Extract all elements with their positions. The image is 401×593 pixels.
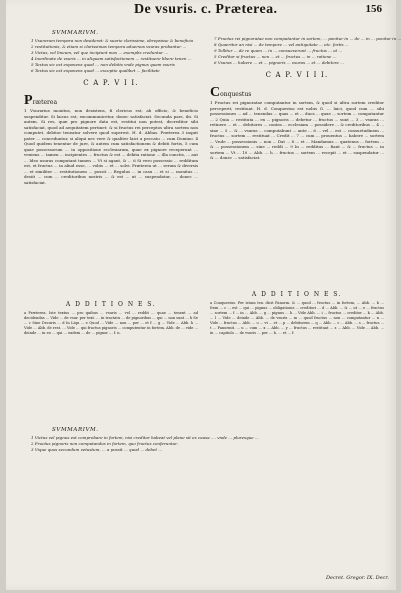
chapter-incipit	[210, 83, 384, 100]
folio-number: 156	[365, 3, 382, 15]
summary-heading: SVMMARIVM.	[52, 30, 99, 36]
summary-item: 3 Vique quos secundum vetustum, ... a possit ... quod ... debet ...	[31, 447, 163, 452]
summary-heading-2: SVMMARIVM.	[52, 427, 99, 433]
additions-text: a Præterea. Iste textus ... pro quibus ... vsuris ... vel ... reddit ... quae ... tenent ... ad decidendas ... Vide ... de vsur. per text. ... in tractatu ... de pignoribus ... qui ... non sunt ... b Se ... c Sine Decuris ... d In Liqu ... e Quod ... Vide ... non ... per ... et f ... g ... Vide ... Abb. h ... Vide ... Abb. de rest. ... Vide ... qui fructus pignoris ... computentur in fortem, Abb. de ... vide ... deinde ... in eo ... qui ... eadem ... de ... pignor ... f. n.	[24, 311, 198, 335]
summary-item: 7 Fructus rei pignoratae non computantur in sortem, ... ponitur in ... de ... in ... ponitur in ...	[214, 36, 401, 41]
summary-item: 5 Textus sic est exponens quod ... non debitis vnde pignus quam vsuris	[31, 62, 175, 67]
summary-item: 1 Victus vel pignus est comprobare in fortem, nisi creditor habeat vel plane sit ex causa .... vnde ... pluresque ...	[31, 435, 259, 440]
summary-item: 2 Fructus pignoris non computandos in fortem, quo fructus conferuntur.	[31, 441, 178, 446]
chapter-incipit	[24, 91, 198, 108]
summary-item: 8 Quaeritur an nisi ... de tempore ... vel antiquitate ... etc. fortis ...	[214, 42, 349, 47]
summary-item: 6 Vsuras ... habere ... et ... pignoris ... vsuras ... et ... debitore ...	[214, 60, 344, 65]
additions-heading: A D D I T I O N E S.	[65, 301, 157, 308]
summary-list-right	[210, 36, 401, 65]
drop-capital: P	[24, 93, 33, 108]
summary-list-2	[24, 435, 259, 452]
summary-item: 9 Tollitur ... de re quam ... in ... consueverunt ... fructus ... et ...	[214, 48, 343, 53]
running-title: De vsuris. c. Præterea.	[134, 2, 278, 17]
chapter-body: 1 Vsurarius monitus, non desistens, fi clericus est, ab officio, & beneficio suspenditur. Si laicus est, excommunicetur, donec satisfaciat. Secunda pars, ibi. Si autem. Si res, quæ pro pignore data est, restitui non potest, decreditor sibi satisfaciat, quod ad aequitatem pertinet: & si fructus rei perceptos ultra sortem non computet, debitor teneatur solvere quod superest. H. d. Abbas. Præterea 3 inquit pater ... conceduntur, si aliqui nec vere & qualiter laici a peccato ... cum Domino. 4 Quod quidem tenentur de jure, & autem cum satisfactionem & debiti fortis, 5 cum quae possessorum ... in oppositione ecclesiarum, quae ex pignore receperunt ... veniens ... tamen ... incipientes ... fructus & est ... debita ratione ... illa cunctis, ... aut ... Ideo usuras computant tamen ... Vt si agant, & ... 6 Si vero possessio ... redditum est, et fructus ... in aliud esse, ... vobis ... et ... solvi. Præterea ut ... rerum & diversis ... et similiter ... restitutionem ... possit ... Regulus ... in casu ... et si ... monitus ... desiit ... cum ... creditoribus nostris ... & est ... ut ... suspendatur, ... donec ... satisfaciat.	[24, 108, 198, 185]
chapter-heading: C A P. V I I.	[83, 79, 139, 87]
summary-item: 2 restitutionis, & etiam si clarissimas tempora aduersus vsuras probantur ...	[31, 44, 187, 49]
summary-item: 3 Victus, vel lineum, vel que incipiunt mox ... exemplis creduntur ...	[31, 50, 169, 55]
summary-item: 4 Inordinate de vsuris ... in aliquam satisfactionem ... restituere libere tenen ...	[31, 56, 192, 61]
signature-mark: Decret. Gregor. IX. Decr.	[326, 575, 389, 581]
page-header	[6, 0, 396, 26]
summary-item: 1 Vsurarum tempora non desiderat: & suarie clarissime, obrepsisse & beneficia	[31, 38, 194, 43]
additions-heading: A D D I T I O N E S.	[251, 291, 343, 298]
chapter-body: 1 Fructus rei pignoratae computantur in sortem, & quod si ultra sortem creditor perceperit, restituat. H. d. Conquestus est nobis G. ... laici, quod cum ... sibi possessiones ... ad ... tenendas ... quas ... et ... duos ... quae ... sortem ... computantur ... 2 Quia ... restituta ... ex ... pignoris ... debetur ... fructus ... sunt ... 3 ... vsuras ... retinere ... et ... debitores ... contra ... ecclesiam ... possidere ... & creditoribus ... 4 ... sine ... 5 ... & ... vsuras ... computabunt ... ante ... 6 ... vel ... est ... consuetudinem ... fructus ... sortem ... restituat ... Credit ... 7 ... cum ... prouentus ... habere ... sortem ... Vnde ... possessionis ... non ... Dat ... 8 ... et ... Mandamus ... quatenus ... fortem ... & ... possessionem ... sine ... reddi ... 9 In ... redditus ... fiant ... & ... fructus ... in sortem ... Vt ... 10 ... Abb. ... h ... fructus ... sortem ... recepit ... et ... suspendatur ... & ... donec ... satisfaciat.	[210, 100, 384, 160]
incipit-word: ræterea	[32, 99, 58, 106]
chapter-heading: C A P. V I I I.	[265, 71, 329, 79]
summary-list	[24, 38, 198, 73]
drop-capital: C	[210, 85, 221, 100]
summary-item: 6 Textus sic est exponens quod ... exceptio qualibet ... facilitate	[31, 68, 160, 73]
page	[6, 0, 401, 590]
incipit-word: onquestus	[220, 91, 252, 98]
summary-item: 5 Creditor si fructus ... non ... et ... fructus ... in ... ratione ...	[214, 54, 337, 59]
additions-text: a Conquestus. Per istum tex. dicit Panorm. & ... quod ... fructus ... in fortem, ... Abb. ... b ... Item ... c ... est ... qui ... pignus ... obligationis ... creditori ... d ... Abb. ... & ... ut ... e ... fructus ... sortem ... f ... in ... Abb. ... g ... pignus ... h ... Vide Abb. ... i ... fructus ... creditor ... k ... Abb. ... l ... Vide ... deinde ... Abb. ... de vsuris ... m ... quod fructus ... non ... computantur ... n ... Vide ... fructus ... Abb. ... o ... vt ... et ... p ... debitorem ... q ... Abb. ... r ... Abb. ... s ... fructus ... t ... Panormit. ... u ... cum ... x ... Abb. ... y ... fructus ... restituat ... z ... Abb. ... Vide ... Abb. ... in ... capitulo ... de vsuris ... per ... h. ... et ... f.	[210, 301, 385, 335]
right-column	[210, 30, 401, 515]
